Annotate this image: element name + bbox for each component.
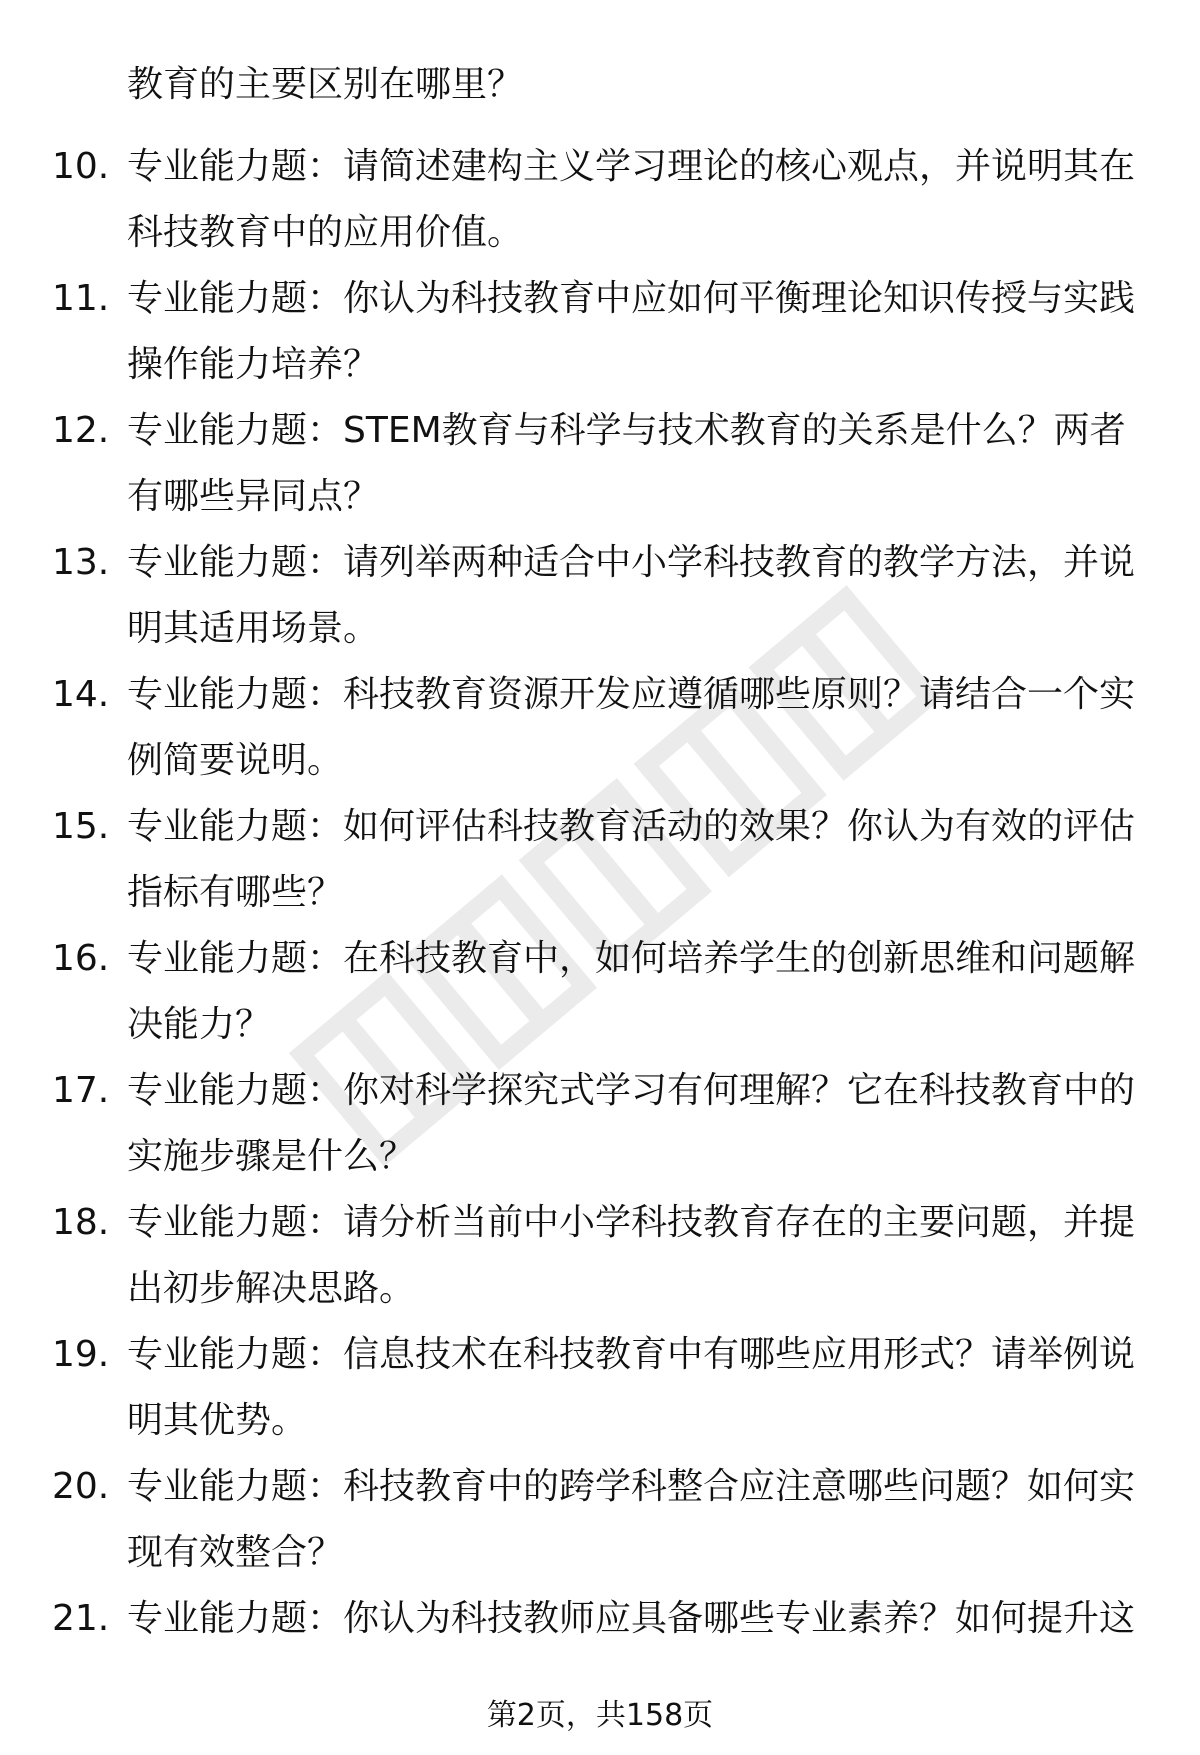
question-item bbox=[0, 662, 1200, 794]
question-list bbox=[0, 134, 1200, 1718]
question-number: 18. bbox=[52, 1202, 110, 1243]
question-item bbox=[0, 1322, 1200, 1454]
question-text: 专业能力题：科技教育中的跨学科整合应注意哪些问题？如何实现有效整合？ bbox=[127, 1466, 1136, 1573]
question-text: 专业能力题：你认为科技教育中应如何平衡理论知识传授与实践操作能力培养？ bbox=[127, 278, 1136, 385]
question-number: 13. bbox=[52, 542, 110, 583]
question-number: 15. bbox=[52, 806, 110, 847]
question-item bbox=[0, 794, 1200, 926]
question-text: 专业能力题：请简述建构主义学习理论的核心观点，并说明其在科技教育中的应用价值。 bbox=[127, 146, 1136, 253]
page-footer: 第2页，共158页 bbox=[486, 1698, 714, 1733]
question-text: 专业能力题：信息技术在科技教育中有哪些应用形式？请举例说明其优势。 bbox=[127, 1334, 1136, 1441]
question-number: 11. bbox=[52, 278, 110, 319]
question-item bbox=[0, 530, 1200, 662]
question-number: 19. bbox=[52, 1334, 110, 1375]
question-item bbox=[0, 1454, 1200, 1586]
question-number: 17. bbox=[52, 1070, 110, 1111]
question-number: 21. bbox=[52, 1598, 110, 1639]
question-item bbox=[0, 398, 1200, 530]
question-item bbox=[0, 266, 1200, 398]
question-number: 20. bbox=[52, 1466, 110, 1507]
question-text: 专业能力题：如何评估科技教育活动的效果？你认为有效的评估指标有哪些？ bbox=[127, 806, 1136, 913]
question-number: 12. bbox=[52, 410, 110, 451]
question-item bbox=[0, 1058, 1200, 1190]
question-number: 14. bbox=[52, 674, 110, 715]
question-item bbox=[0, 1190, 1200, 1322]
question-text: 专业能力题：你认为科技教师应具备哪些专业素养？如何提升这 bbox=[127, 1598, 1136, 1639]
question-item bbox=[0, 134, 1200, 266]
question-text: 专业能力题：科技教育资源开发应遵循哪些原则？请结合一个实例简要说明。 bbox=[127, 674, 1136, 781]
question-item bbox=[0, 926, 1200, 1058]
question-text: 专业能力题：请分析当前中小学科技教育存在的主要问题，并提出初步解决思路。 bbox=[127, 1202, 1136, 1309]
question-text: 专业能力题：在科技教育中，如何培养学生的创新思维和问题解决能力？ bbox=[127, 938, 1136, 1045]
continuation-line: 教育的主要区别在哪里？ bbox=[127, 64, 524, 105]
question-text: 专业能力题：请列举两种适合中小学科技教育的教学方法，并说明其适用场景。 bbox=[127, 542, 1136, 649]
question-number: 10. bbox=[52, 146, 110, 187]
question-text: 专业能力题：STEM教育与科学与技术教育的关系是什么？两者有哪些异同点？ bbox=[127, 410, 1126, 517]
question-text: 专业能力题：你对科学探究式学习有何理解？它在科技教育中的实施步骤是什么？ bbox=[127, 1070, 1136, 1177]
question-number: 16. bbox=[52, 938, 110, 979]
